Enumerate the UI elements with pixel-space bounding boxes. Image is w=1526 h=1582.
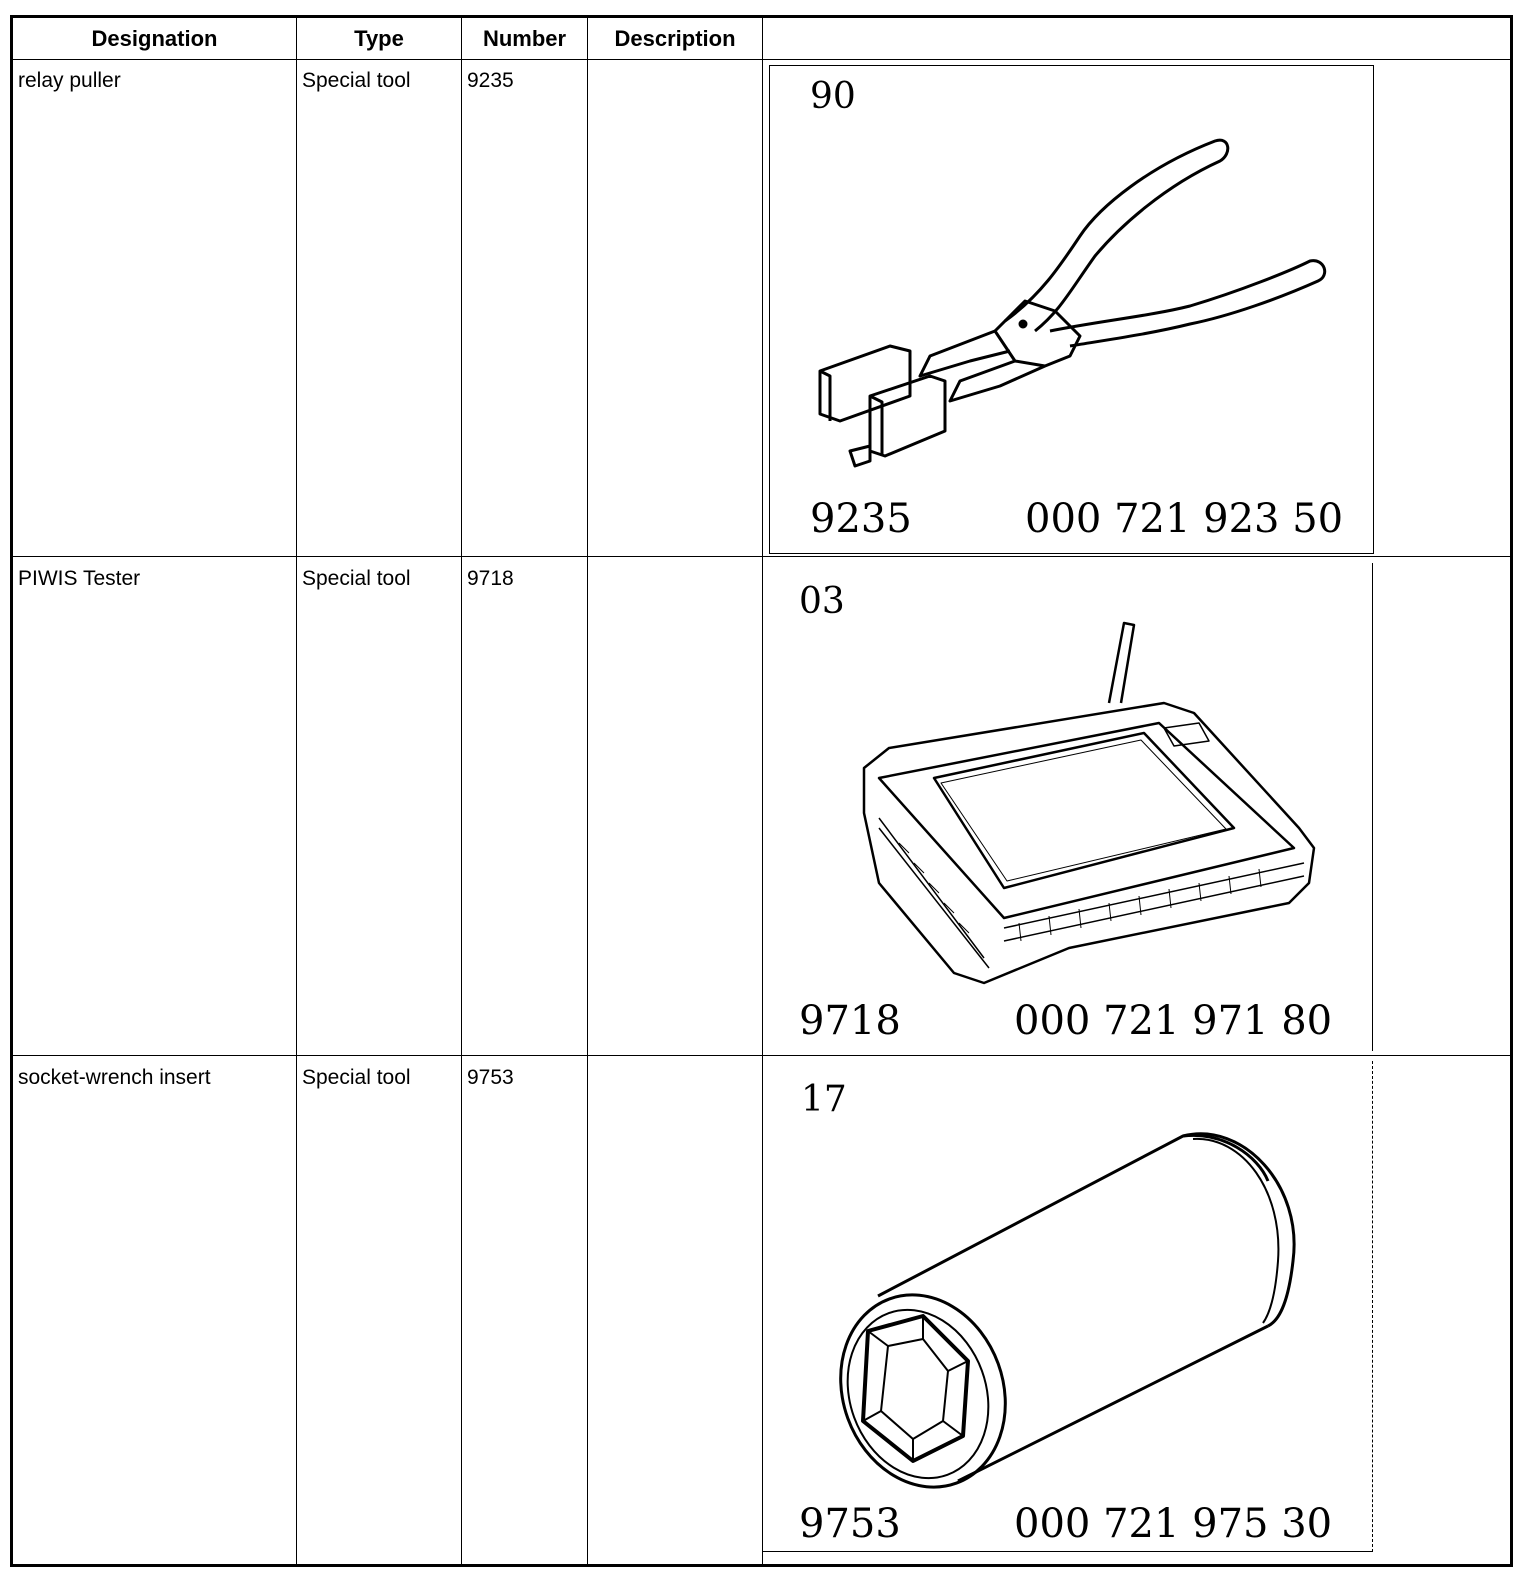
row-3-designation: socket-wrench insert bbox=[18, 1066, 211, 1089]
pliers-icon bbox=[770, 66, 1373, 553]
socket-icon bbox=[763, 1061, 1372, 1551]
row-2-number: 9718 bbox=[467, 567, 514, 590]
figure-part-number: 000 721 971 80 bbox=[1014, 998, 1333, 1044]
row-3-figure bbox=[763, 1061, 1373, 1552]
figure-tool-number: 9718 bbox=[799, 998, 901, 1044]
row-divider bbox=[13, 556, 1510, 557]
row-2-type: Special tool bbox=[302, 567, 411, 590]
figure-tool-number: 9235 bbox=[810, 496, 912, 542]
row-1-figure bbox=[769, 65, 1374, 554]
row-1-designation: relay puller bbox=[18, 69, 121, 92]
header-designation: Designation bbox=[91, 26, 218, 51]
column-divider bbox=[296, 18, 297, 1564]
tablet-tester-icon bbox=[769, 563, 1372, 1051]
row-2-figure bbox=[769, 563, 1373, 1051]
special-tools-table bbox=[10, 15, 1513, 1567]
figure-tool-number: 9753 bbox=[799, 1501, 901, 1547]
row-3-number: 9753 bbox=[467, 1066, 514, 1089]
figure-index: 17 bbox=[801, 1079, 847, 1120]
header-figure bbox=[763, 18, 1510, 60]
figure-index: 90 bbox=[810, 76, 856, 117]
row-2-designation: PIWIS Tester bbox=[18, 567, 141, 590]
figure-index: 03 bbox=[799, 581, 845, 622]
column-divider bbox=[461, 18, 462, 1564]
header-description: Description bbox=[614, 26, 736, 51]
figure-part-number: 000 721 923 50 bbox=[1025, 496, 1344, 542]
figure-part-number: 000 721 975 30 bbox=[1014, 1501, 1333, 1547]
row-divider bbox=[13, 1055, 1510, 1056]
header-number: Number bbox=[482, 26, 567, 51]
row-3-type: Special tool bbox=[302, 1066, 411, 1089]
row-1-type: Special tool bbox=[302, 69, 411, 92]
column-divider bbox=[587, 18, 588, 1564]
row-1-number: 9235 bbox=[467, 69, 514, 92]
header-type: Type bbox=[354, 26, 404, 51]
